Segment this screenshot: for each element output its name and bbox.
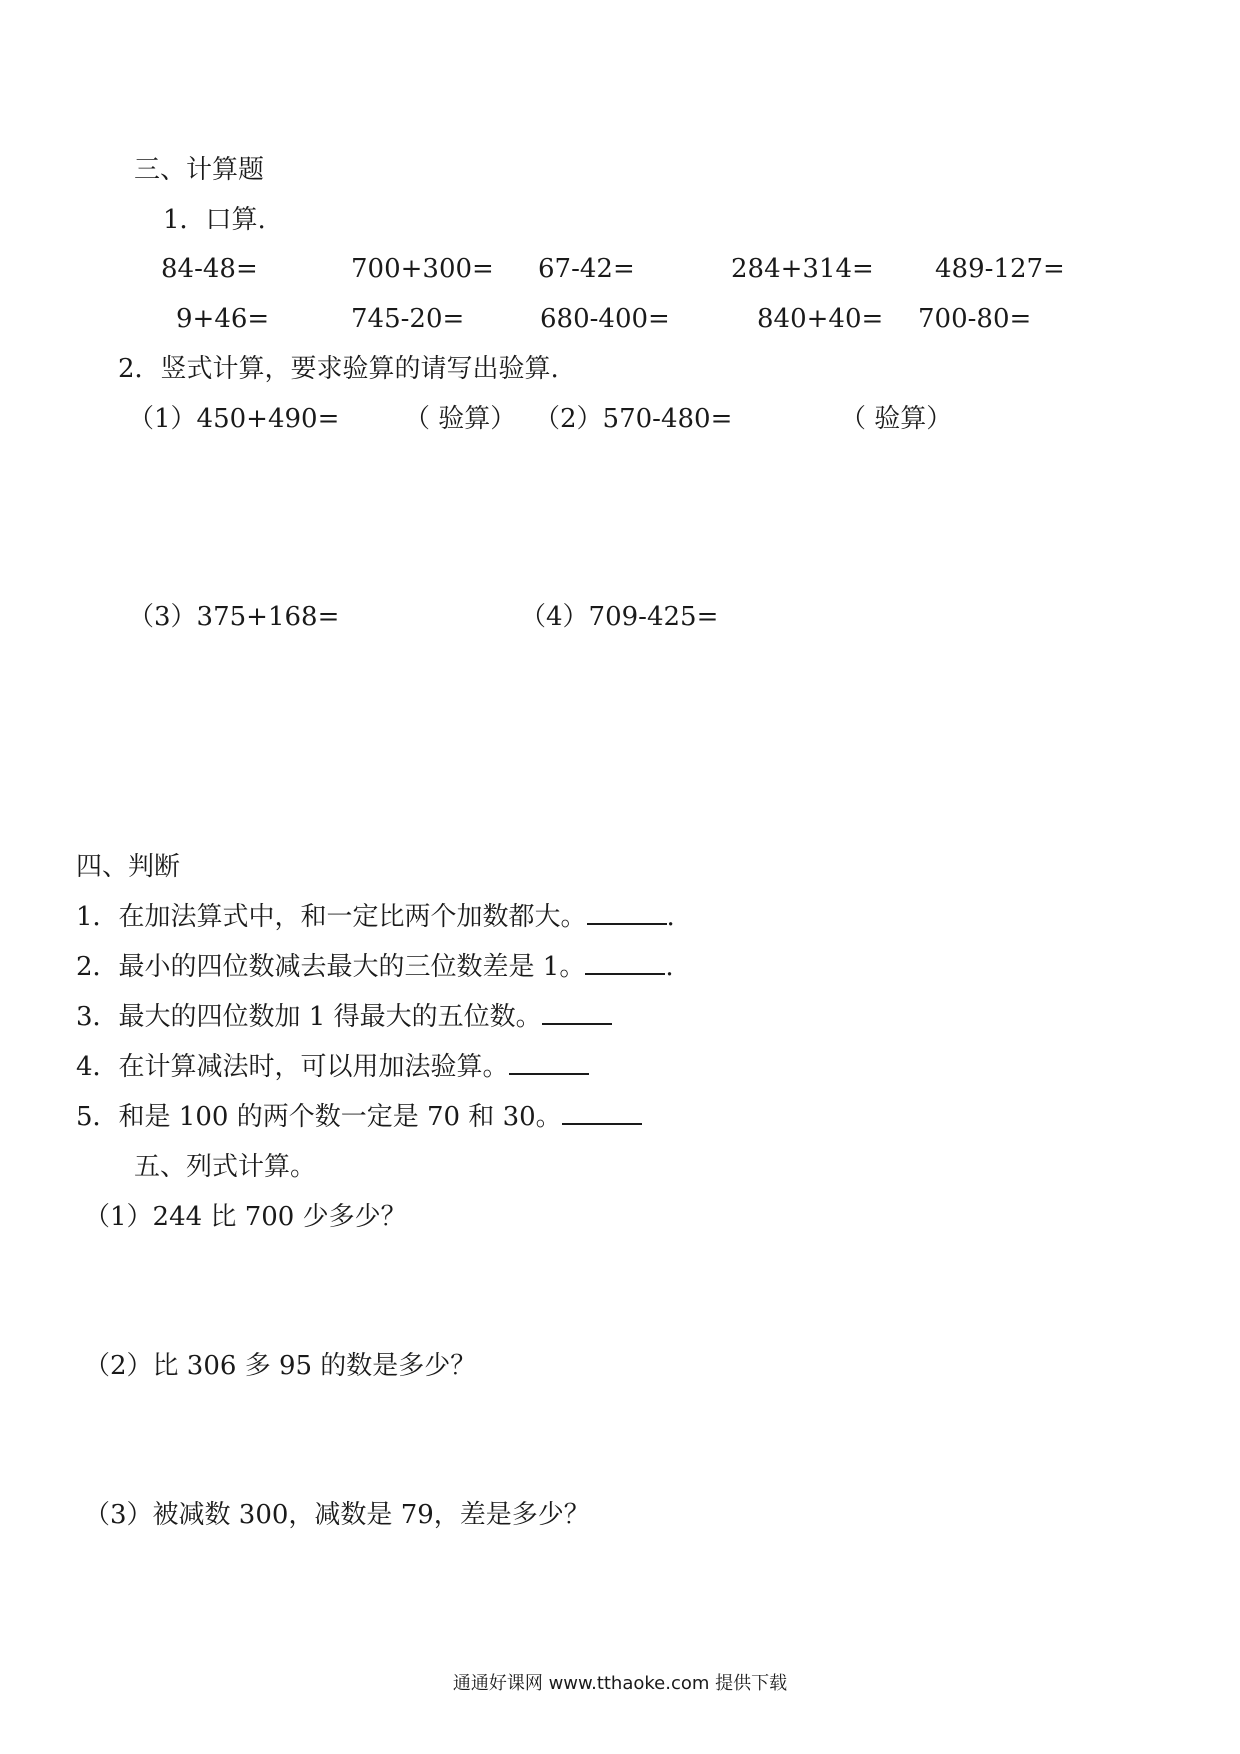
answer-blank <box>562 1101 642 1125</box>
section-3-title: 三、计算题 <box>134 155 265 185</box>
word-problem: （1）244 比 700 少多少？ <box>84 1202 407 1232</box>
oral-calc-item: 680-400= <box>540 304 670 334</box>
word-problem: （3）被减数 300，减数是 79，差是多少？ <box>84 1500 590 1530</box>
oral-calc-item: 284+314= <box>731 254 874 284</box>
section-5-title: 五、列式计算。 <box>134 1152 317 1182</box>
oral-calc-title: 1．口算. <box>163 205 266 235</box>
oral-calc-item: 700+300= <box>351 254 494 284</box>
judgment-item: 3．最大的四位数加 1 得最大的五位数。 <box>76 1001 612 1033</box>
answer-blank <box>509 1051 589 1075</box>
oral-calc-item: 745-20= <box>351 304 465 334</box>
judgment-item: 4．在计算减法时，可以用加法验算。 <box>76 1051 589 1083</box>
vertical-calc-problem: （3）375+168= <box>128 602 340 632</box>
section-4-title: 四、判断 <box>76 852 181 882</box>
verification-label: （ 验算） <box>840 404 953 434</box>
verification-label: （ 验算） <box>404 404 517 434</box>
oral-calc-item: 67-42= <box>538 254 635 284</box>
answer-blank <box>585 951 665 975</box>
page-footer: 通通好课网 www.tthaoke.com 提供下载 <box>452 1673 788 1694</box>
word-problem: （2）比 306 多 95 的数是多少？ <box>84 1351 477 1381</box>
vertical-calc-problem: （4）709-425= <box>520 602 719 632</box>
answer-blank <box>587 901 667 925</box>
vertical-calc-problem: （1）450+490= <box>128 404 340 434</box>
oral-calc-item: 489-127= <box>935 254 1065 284</box>
oral-calc-item: 9+46= <box>176 304 270 334</box>
judgment-item: 1．在加法算式中，和一定比两个加数都大。 . <box>76 902 675 932</box>
vertical-calc-problem: （2）570-480= <box>534 404 733 434</box>
oral-calc-item: 700-80= <box>918 304 1032 334</box>
judgment-item: 2．最小的四位数减去最大的三位数差是 1。 . <box>76 952 674 982</box>
vertical-calc-title: 2．竖式计算，要求验算的请写出验算. <box>118 354 559 384</box>
oral-calc-item: 840+40= <box>757 304 884 334</box>
answer-blank <box>542 1001 612 1025</box>
oral-calc-item: 84-48= <box>161 254 258 284</box>
judgment-item: 5．和是 100 的两个数一定是 70 和 30。 <box>76 1101 642 1133</box>
